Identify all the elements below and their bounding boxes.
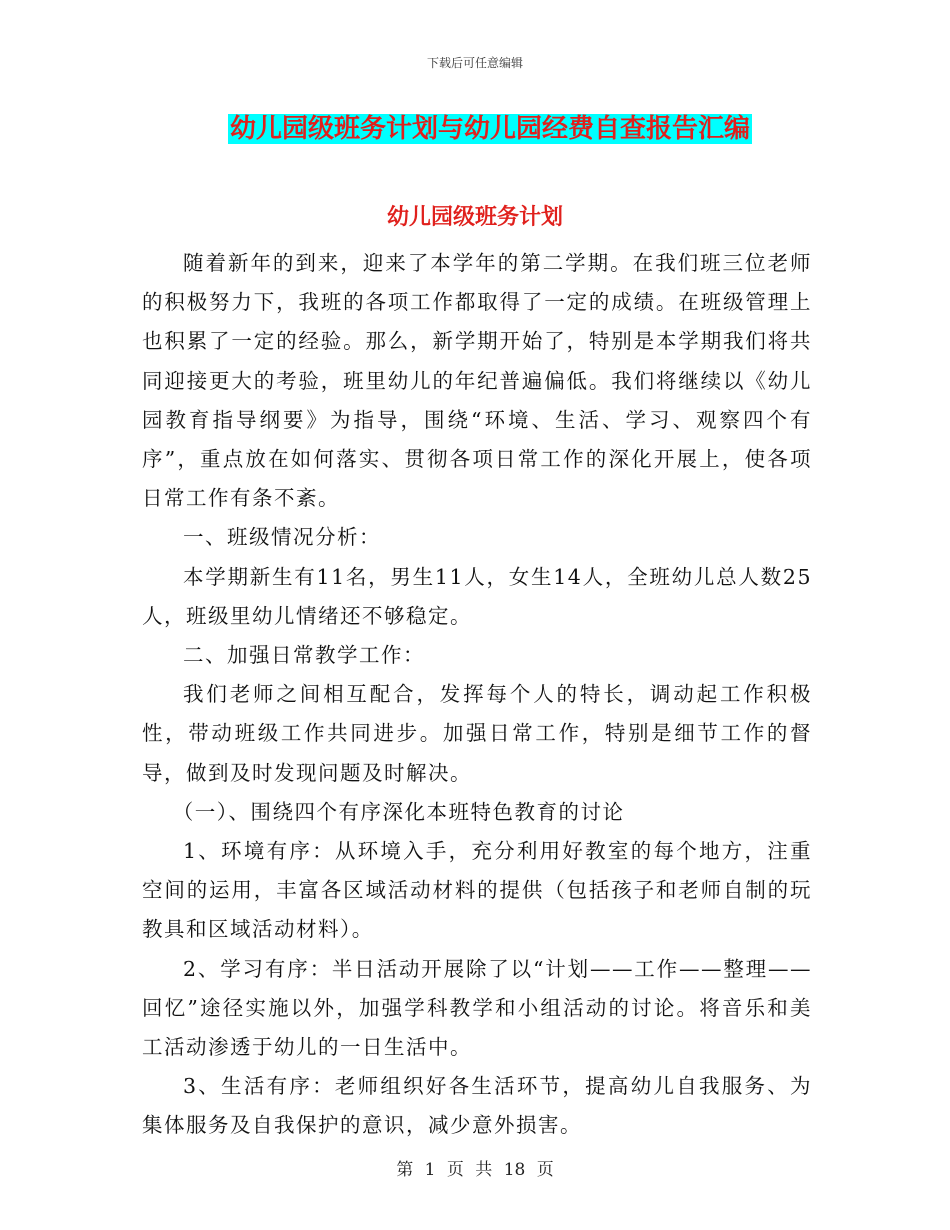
document-title [0,110,950,148]
paragraph-life-order: 3、生活有序：老师组织好各生活环节，提高幼儿自我服务、为集体服务及自我保护的意识，减少意外损害。 [142,1074,812,1138]
paragraph-daily-teaching: 我们老师之间相互配合，发挥每个人的特长，调动起工作积极性，带动班级工作共同进步。加强日常工作，特别是细节工作的督导，做到及时发现问题及时解决。 [142,682,812,785]
paragraph-learning-order: 2、学习有序：半日活动开展除了以“计划——工作——整理——回忆”途径实施以外，加强学科教学和小组活动的讨论。将音乐和美工活动渗透于幼儿的一日生活中。 [142,956,812,1060]
page-footer: 第 1 页 共 18 页 [396,1160,554,1180]
document-title-text: 幼儿园级班务计划与幼儿园经费自查报告汇编 [229,114,750,144]
section-title: 幼儿园级班务计划 [386,205,563,230]
paragraph-class-analysis: 本学期新生有11名，男生11人，女生14人，全班幼儿总人数25人，班级里幼儿情绪还不够稳定。 [142,564,812,628]
heading-class-analysis: 一、班级情况分析： [183,525,381,550]
heading-daily-teaching: 二、加强日常教学工作： [183,643,425,668]
subheading-four-orders: （一）、围绕四个有序深化本班特色教育的讨论 [172,799,625,824]
paragraph-intro: 随着新年的到来，迎来了本学年的第二学期。在我们班三位老师的积极努力下，我班的各项工作都取得了一定的成绩。在班级管理上也积累了一定的经验。那么，新学期开始了，特别是本学期我们将共同迎接更大的考验，班里幼儿的年纪普遍偏低。我们将继续以《幼儿园教育指导纲要》为指导，围绕“环境、生活、学习、观察四个有序”，重点放在如何落实、贯彻各项日常工作的深化开展上，使各项日常工作有条不紊。 [142,251,812,511]
document-body [142,244,812,1146]
header-note: 下载后可任意编辑 [426,56,523,70]
paragraph-environment-order: 1、环境有序：从环境入手，充分利用好教室的每个地方，注重空间的运用，丰富各区域活动材料的提供（包括孩子和老师自制的玩教具和区域活动材料）。 [142,839,812,942]
